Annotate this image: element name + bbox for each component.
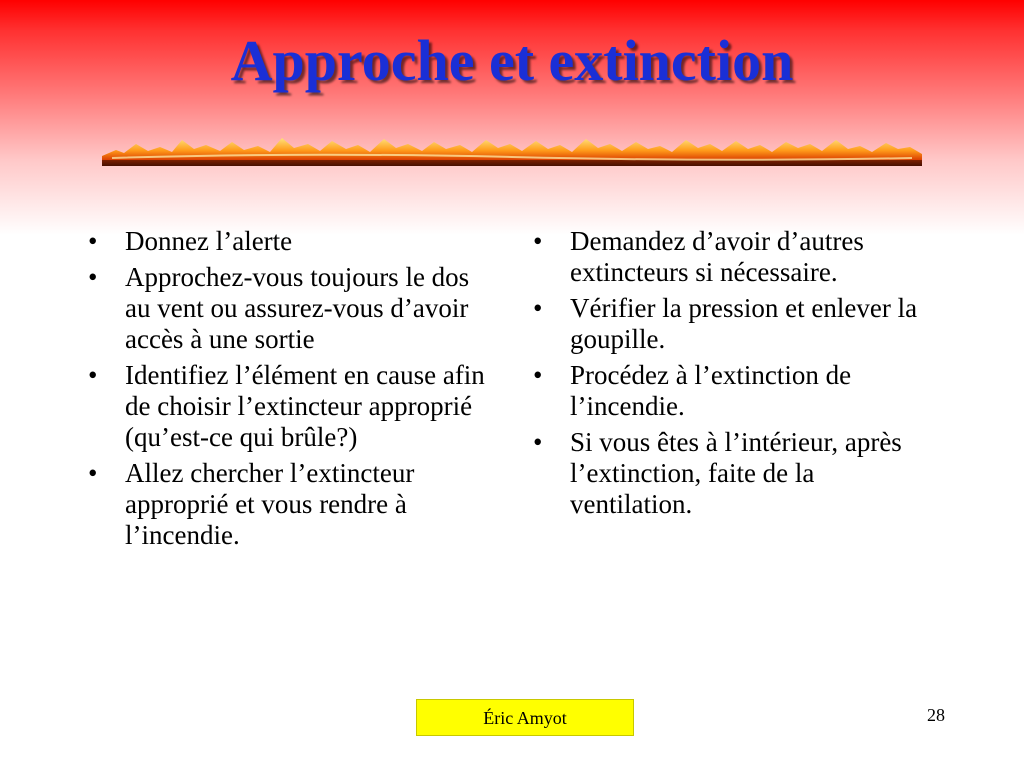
fire-divider-image — [102, 130, 922, 170]
list-item-text: Donnez l’alerte — [125, 226, 293, 256]
list-item-text: Approchez-vous toujours le dos au vent ou assurez-vous d’avoir accès à une sortie — [125, 262, 470, 354]
list-item-text: Allez chercher l’extincteur approprié et vous rendre à l’incendie. — [125, 458, 415, 550]
list-item — [533, 293, 938, 355]
slide-title: Approche et extinction — [230, 28, 794, 93]
bullet-icon: • — [533, 360, 543, 390]
page-number: 28 — [927, 705, 945, 725]
list-item — [533, 427, 938, 520]
list-item-text: Vérifier la pression et enlever la goupille. — [570, 293, 918, 354]
bullet-icon: • — [533, 293, 543, 323]
bullet-icon: • — [88, 226, 98, 256]
list-item-text: Identifiez l’élément en cause afin de choisir l’extincteur approprié (qu’est-ce qui brûle?) — [125, 360, 485, 452]
list-item — [88, 226, 498, 257]
list-item-text: Demandez d’avoir d’autres extincteurs si nécessaire. — [570, 226, 864, 287]
list-item — [533, 360, 938, 422]
left-bullet-column — [88, 226, 498, 556]
list-item — [88, 360, 498, 453]
right-bullet-list — [533, 226, 938, 520]
list-item — [533, 226, 938, 288]
bullet-icon: • — [88, 458, 98, 488]
right-bullet-column — [533, 226, 938, 525]
bullet-icon: • — [88, 360, 98, 390]
list-item — [88, 458, 498, 551]
footer-author-box: Éric Amyot — [416, 699, 634, 736]
list-item-text: Si vous êtes à l’intérieur, après l’extinction, faite de la ventilation. — [570, 427, 902, 519]
left-bullet-list — [88, 226, 498, 551]
bullet-icon: • — [533, 226, 543, 256]
bullet-icon: • — [88, 262, 98, 292]
list-item-text: Procédez à l’extinction de l’incendie. — [570, 360, 852, 421]
list-item — [88, 262, 498, 355]
bullet-icon: • — [533, 427, 543, 457]
